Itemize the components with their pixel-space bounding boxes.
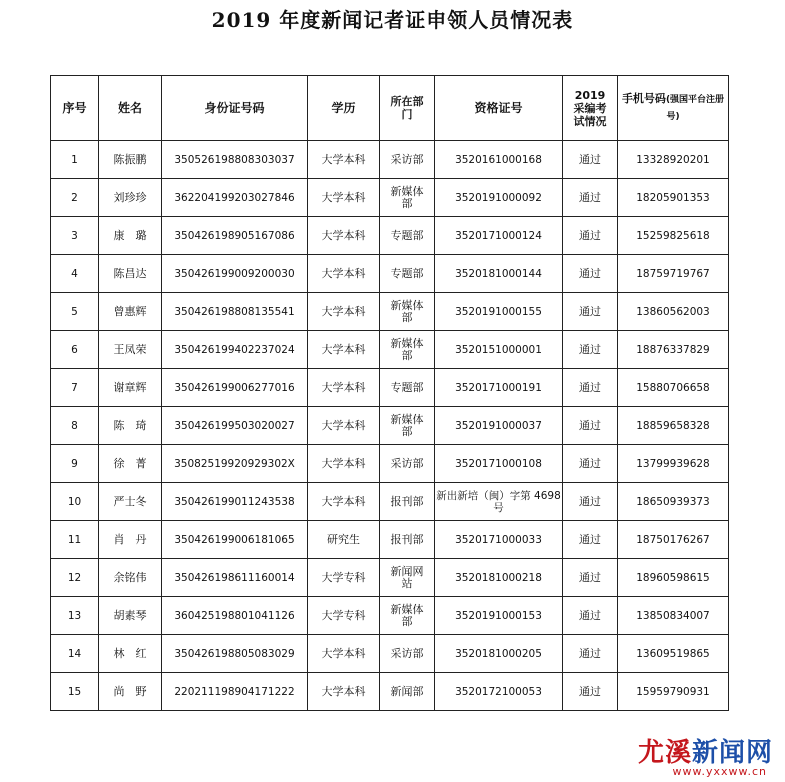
cell-seq: 2 (51, 179, 99, 217)
cell-seq: 3 (51, 217, 99, 255)
cell-exam: 通过 (563, 407, 618, 445)
header-phone (618, 76, 729, 141)
cell-exam: 通过 (563, 521, 618, 559)
table-row (51, 521, 729, 559)
cell-dept: 专题部 (380, 369, 435, 407)
cell-cert: 新出新培（闽）字第 4698 号 (435, 483, 563, 521)
cell-exam: 通过 (563, 635, 618, 673)
cell-phone: 18750176267 (618, 521, 729, 559)
cell-phone: 18205901353 (618, 179, 729, 217)
cell-cert: 3520171000124 (435, 217, 563, 255)
cell-edu: 大学专科 (308, 597, 380, 635)
header-exam: 2019 采编考试情况 (563, 76, 618, 141)
cell-edu: 大学本科 (308, 407, 380, 445)
table-row (51, 369, 729, 407)
cell-name: 陈 琦 (99, 407, 162, 445)
cell-name: 康 璐 (99, 217, 162, 255)
cell-seq: 11 (51, 521, 99, 559)
cell-seq: 1 (51, 141, 99, 179)
header-dept: 所在部门 (380, 76, 435, 141)
watermark-title (638, 732, 773, 769)
cell-seq: 9 (51, 445, 99, 483)
header-cert: 资格证号 (435, 76, 563, 141)
cell-name: 曾惠辉 (99, 293, 162, 331)
cell-exam: 通过 (563, 255, 618, 293)
cell-dept: 新媒体部 (380, 331, 435, 369)
watermark-url: www.yxxww.cn (672, 765, 767, 778)
cell-exam: 通过 (563, 597, 618, 635)
cell-cert: 3520191000092 (435, 179, 563, 217)
cell-id: 350426199009200030 (162, 255, 308, 293)
table-row (51, 445, 729, 483)
cell-exam: 通过 (563, 331, 618, 369)
cell-cert: 3520151000001 (435, 331, 563, 369)
cell-edu: 大学本科 (308, 293, 380, 331)
table-row (51, 141, 729, 179)
cell-seq: 10 (51, 483, 99, 521)
cell-id: 350426198805083029 (162, 635, 308, 673)
cell-seq: 7 (51, 369, 99, 407)
cell-phone: 13328920201 (618, 141, 729, 179)
cell-phone: 15959790931 (618, 673, 729, 711)
cell-cert: 3520161000168 (435, 141, 563, 179)
cell-cert: 3520181000205 (435, 635, 563, 673)
cell-exam: 通过 (563, 217, 618, 255)
cell-dept: 新媒体部 (380, 407, 435, 445)
cell-seq: 4 (51, 255, 99, 293)
cell-phone: 13860562003 (618, 293, 729, 331)
cell-seq: 12 (51, 559, 99, 597)
cell-cert: 3520191000037 (435, 407, 563, 445)
cell-exam: 通过 (563, 483, 618, 521)
table-row (51, 217, 729, 255)
cell-phone: 18759719767 (618, 255, 729, 293)
cell-cert: 3520172100053 (435, 673, 563, 711)
cell-phone: 13799939628 (618, 445, 729, 483)
cell-edu: 研究生 (308, 521, 380, 559)
cell-edu: 大学本科 (308, 217, 380, 255)
cell-exam: 通过 (563, 141, 618, 179)
cell-id: 350426199402237024 (162, 331, 308, 369)
cell-id: 350426198905167086 (162, 217, 308, 255)
cell-dept: 报刊部 (380, 521, 435, 559)
cell-edu: 大学本科 (308, 141, 380, 179)
cell-cert: 3520171000191 (435, 369, 563, 407)
watermark-title-b: 新闻网 (691, 738, 773, 768)
header-seq: 序号 (51, 76, 99, 141)
cell-dept: 报刊部 (380, 483, 435, 521)
cell-dept: 专题部 (380, 255, 435, 293)
table-row (51, 483, 729, 521)
cell-name: 王凤荣 (99, 331, 162, 369)
cell-id: 350426199006181065 (162, 521, 308, 559)
table-row (51, 255, 729, 293)
cell-edu: 大学本科 (308, 255, 380, 293)
cell-dept: 新闻部 (380, 673, 435, 711)
cell-dept: 新媒体部 (380, 179, 435, 217)
table-row (51, 293, 729, 331)
cell-name: 谢章辉 (99, 369, 162, 407)
cell-cert: 3520171000033 (435, 521, 563, 559)
header-name: 姓名 (99, 76, 162, 141)
cell-cert: 3520191000155 (435, 293, 563, 331)
cell-phone: 13609519865 (618, 635, 729, 673)
cell-name: 尚 野 (99, 673, 162, 711)
cell-exam: 通过 (563, 293, 618, 331)
applicant-table (50, 75, 729, 711)
cell-edu: 大学本科 (308, 483, 380, 521)
cell-exam: 通过 (563, 559, 618, 597)
cell-name: 陈振鹏 (99, 141, 162, 179)
header-phone-note: (强国平台注册号) (665, 95, 725, 122)
cell-phone: 15880706658 (618, 369, 729, 407)
cell-phone: 18960598615 (618, 559, 729, 597)
table-header-row (51, 76, 729, 141)
cell-exam: 通过 (563, 673, 618, 711)
cell-exam: 通过 (563, 179, 618, 217)
cell-id: 350526198808303037 (162, 141, 308, 179)
cell-edu: 大学本科 (308, 673, 380, 711)
table-row (51, 635, 729, 673)
cell-dept: 专题部 (380, 217, 435, 255)
table-row (51, 597, 729, 635)
cell-dept: 新媒体部 (380, 597, 435, 635)
cell-seq: 5 (51, 293, 99, 331)
cell-id: 350426199006277016 (162, 369, 308, 407)
cell-edu: 大学专科 (308, 559, 380, 597)
cell-seq: 15 (51, 673, 99, 711)
table-row (51, 407, 729, 445)
cell-edu: 大学本科 (308, 179, 380, 217)
table-row (51, 179, 729, 217)
cell-edu: 大学本科 (308, 331, 380, 369)
cell-edu: 大学本科 (308, 369, 380, 407)
cell-id: 350426199011243538 (162, 483, 308, 521)
header-edu: 学历 (308, 76, 380, 141)
cell-cert: 3520171000108 (435, 445, 563, 483)
cell-dept: 采访部 (380, 635, 435, 673)
cell-phone: 15259825618 (618, 217, 729, 255)
cell-cert: 3520191000153 (435, 597, 563, 635)
cell-name: 林 红 (99, 635, 162, 673)
cell-id: 350426198808135541 (162, 293, 308, 331)
cell-dept: 新闻网站 (380, 559, 435, 597)
cell-dept: 采访部 (380, 141, 435, 179)
cell-seq: 8 (51, 407, 99, 445)
cell-phone: 18650939373 (618, 483, 729, 521)
cell-id: 360425198801041126 (162, 597, 308, 635)
cell-name: 陈昌达 (99, 255, 162, 293)
cell-phone: 18876337829 (618, 331, 729, 369)
cell-exam: 通过 (563, 445, 618, 483)
header-id: 身份证号码 (162, 76, 308, 141)
cell-dept: 新媒体部 (380, 293, 435, 331)
page-title: 2019 年度新闻记者证申领人员情况表 (211, 8, 574, 32)
cell-name: 肖 丹 (99, 521, 162, 559)
cell-seq: 14 (51, 635, 99, 673)
table-body (51, 141, 729, 711)
cell-id: 350426198611160014 (162, 559, 308, 597)
cell-edu: 大学本科 (308, 635, 380, 673)
cell-exam: 通过 (563, 369, 618, 407)
cell-seq: 6 (51, 331, 99, 369)
cell-dept: 采访部 (380, 445, 435, 483)
cell-name: 严士冬 (99, 483, 162, 521)
cell-cert: 3520181000218 (435, 559, 563, 597)
table-row (51, 673, 729, 711)
cell-id: 362204199203027846 (162, 179, 308, 217)
cell-name: 徐 菁 (99, 445, 162, 483)
watermark-title-a: 尤溪 (637, 738, 692, 768)
cell-name: 余铭伟 (99, 559, 162, 597)
cell-seq: 13 (51, 597, 99, 635)
cell-id: 220211198904171222 (162, 673, 308, 711)
table-row (51, 559, 729, 597)
cell-name: 刘珍珍 (99, 179, 162, 217)
table-row (51, 331, 729, 369)
cell-cert: 3520181000144 (435, 255, 563, 293)
cell-phone: 13850834007 (618, 597, 729, 635)
cell-edu: 大学本科 (308, 445, 380, 483)
cell-phone: 18859658328 (618, 407, 729, 445)
watermark-logo (597, 732, 777, 780)
header-phone-label: 手机号码 (621, 92, 666, 105)
cell-id: 35082519920929302X (162, 445, 308, 483)
cell-name: 胡素琴 (99, 597, 162, 635)
cell-id: 350426199503020027 (162, 407, 308, 445)
